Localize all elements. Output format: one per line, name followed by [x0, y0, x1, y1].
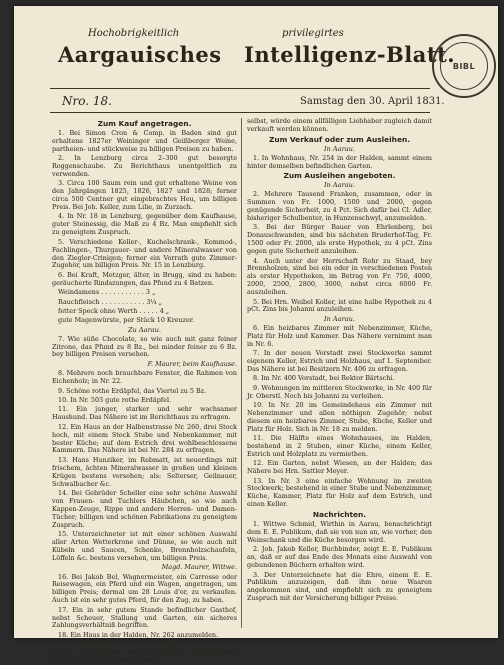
notice-paragraph: 7. Wie süße Chocolate, so wie auch mit ganz feiner Zitrone, das Pfund zu 8 Bz., bei minder feiner zu 6 Bz. bey billigen Preisen versehen.	[52, 334, 237, 359]
notice-paragraph: 6. Bei Kraft, Metzger, älter, in Brugg, sind zu haben: geräucherte Rindszungen, das Pfund zu 4 Batzen.	[52, 270, 237, 287]
right-column	[247, 118, 432, 634]
notice-paragraph: 9. Schöne rothe Erdäpfel, das Viertel zu 5 Bz.	[58, 386, 207, 395]
library-stamp-text: BIBL	[440, 42, 488, 90]
notice-paragraph: 1. In Wohnhaus, Nr. 254 in der Halden, sammt einem hinter demselben befindlichen Garten.	[247, 153, 432, 170]
section-heading: Zum Ausleihen angeboten.	[283, 171, 396, 181]
section-heading: Zum Verkauf oder zum Ausleihen.	[268, 134, 411, 144]
issue-date: Samstag den 30. April 1831.	[300, 96, 445, 107]
notice-paragraph: 11. Ein junger, starker und sehr wachsamer Haushund. Das Nähere ist im Berichthaus zu erfragen.	[52, 405, 237, 422]
masthead-title-left: Aargauisches	[58, 42, 222, 67]
column-divider	[241, 118, 242, 628]
notice-paragraph: 7. In der neuen Vorstadt zwei Stockwerke sammt eigenem Keller, Estrich und Holzhaus, auf 1. September. Das Nähere ist bei Besitzern Nr. 406 zu erfragen.	[247, 348, 432, 373]
notice-paragraph: 13. In Nr. 3 eine einfache Wohnung im zweiten Stockwerk; bestehend in einer Stube und Nebenzimmer, Küche, Kammer, Platz für Holz auf dem Estrich, und einen Keller.	[247, 476, 432, 509]
library-stamp-icon	[432, 34, 496, 98]
notice-paragraph: fetter Speck ohne Werth . . . . . 4 „	[58, 306, 170, 315]
notice-paragraph: 2. In Lenzburg circa 2–300 gut besorgte Roggenschaube. Zu Berichthaus unentgeltlich zu verwenden.	[52, 154, 237, 178]
masthead-rule-top	[50, 88, 430, 89]
place-subheading: In Aarau.	[323, 314, 356, 323]
notice-paragraph: 10. In Nr. 503 gute rothe Erdäpfel.	[58, 396, 172, 404]
masthead	[14, 6, 498, 124]
notice-paragraph: 12. Ein Garten, nebst Wiesen, an der Halden; das Nähere bei Hrn. Sattler Meyer.	[247, 459, 432, 476]
notice-paragraph: 19. Bey Rohner Fischer, in Brugg, sind zu haben: einige Getreidsäcke, eine Ausstellung von Speisen, Milch u. dgl. zu billigen Preisen.	[52, 640, 237, 665]
notice-paragraph: 1. Wittwe Schmid, Wirthin in Aarau, benachrichtigt dem E. E. Publikum, daß sie von nun an, wie vorher, den Weinschank und die Küche besorgen wird.	[247, 520, 432, 544]
notice-paragraph: selbst, würde einem allfälligen Liebhaber zugleich damit verkauft werden können.	[247, 117, 432, 133]
notice-paragraph: Rauchfleisch . . . . . . . . . . . 3¼ „	[58, 297, 162, 306]
notice-paragraph: Weindamens . . . . . . . . . . . 3 „	[58, 288, 156, 297]
notice-paragraph: 3. Circa 100 Saum rein und gut erhaltene Weine von den Jahrgängen 1825, 1826, 1827 und 1828; ferner circa 500 Centner gut eingebrachtes Heu, um billigen Preis. Bei Joh. Keller, zum Lilie, in Zurzach.	[52, 179, 237, 212]
notice-paragraph: 3. Der Unterzeichnete hat die Ehre, einem E. E. Publikum anzuzeigen, daß ihm neue Waaren angekommen sind, und empfiehlt sich zu geneigtem Zuspruch mit der Versicherung billiger Preise.	[247, 570, 432, 603]
section-heading: Nachrichten.	[312, 510, 367, 520]
notice-paragraph: 15. Unterzeichneter ist mit einer schönen Auswahl aller Arten Wetterkrone und Dünne, so wie auch mit Kübeln und Saucen, Schenke, Brennholzschaufeln, Löffeln &c. bestens versehen, um billigen Preis.	[52, 530, 237, 562]
notice-paragraph: gute Magenwürste, per Stück 10 Kreuzer.	[58, 316, 195, 325]
notice-paragraph: 2. Mehrere Tausend Franken, zusammen, oder in Summen von Fr. 1000, 1500 und 2000, gegen genügende Sicherheit, zu 4 Pct. Sich dafür bei Cl. Adler, bisheriger Schulbenter, in Hunzenschwyl, anzumelden.	[247, 190, 432, 222]
notice-paragraph: 14. Bei Gebrüder Scheller eine sehr schöne Auswahl von Frauen- und Tuchlers Häubchen, so wie auch Kappen-Zeuge, Rippe und andere Herren- und Damen-Tücher; billigen und schönen Fabrikations zu geneigtem Zuspruch.	[52, 488, 237, 529]
notice-paragraph: 3. Bei der Bürger Bauer von Ehrlenberg, bei Donauschwanden, sind bis nächsten Bruderhof-Tag, Fr. 1500 oder Fr. 2000, als erste Hypothek, zu 4 pCt. Zins gegen gute Sicherheit anzuleihen.	[247, 223, 432, 256]
notice-paragraph: 18. Ein Haus in der Halden, Nr. 262 anzumelden.	[58, 630, 219, 639]
notice-paragraph: 4. Auch unter der Herrschaft Rohr zu Staad, bey Brennholzen, sind bei ein oder in verschiedenen Posten als erster Hypotheken, im Betrag von Fr. 750, 4000, 2000, 2500, 2800, 3000, nebst circa 6000 Fr. auszuleihen.	[247, 256, 432, 297]
notice-paragraph: 13. Hans Hunziker, im Rebmatt, ist neuerdings mit frischem, ächten Mineralwasser in großen und kleinen Krügen bestens versehen; als: Selterser, Geilnauer, Schwalbacher &c.	[52, 455, 237, 488]
masthead-rule-bottom	[50, 112, 430, 113]
issue-number: Nro. 18.	[62, 94, 112, 108]
notice-paragraph: 5. Bei Hrn. Weibel Koller, ist eine halbe Hypothek zu 4 pCt. Zins bis Johanni anzuleihen.	[247, 297, 432, 314]
notice-paragraph: 4. In Nr. 18 in Lenzburg, gegenüber dem Kaufhause, guter Steinessig, die Maß zu 4 Bz. Man empfiehlt sich zu geneigtem Zuspruch.	[52, 212, 237, 237]
notice-paragraph: 9. Wohnungen im mittleren Stockwerke, in Nr. 400 für Jr. Oberstl. Noch bis Johanni zu verleihen.	[247, 383, 432, 400]
notice-paragraph: 2. Joh. Jakob Keller, Buchbinder, zeigt E. E. Publikum an, daß er auf das Ende des Monats eine Auswahl von gebundenen Büchern erhalten wird.	[247, 545, 432, 570]
notice-paragraph: 8. Mehrere noch brauchbare Fenster, die Rahmen von Eichenholz; in Nr. 22.	[52, 369, 237, 386]
notice-paragraph: 8. Im Nr. 400 Vorstadt, bei Rektor Bärtschi.	[253, 374, 395, 383]
notice-paragraph: 5. Verschiedene Keller-, Kuchelschrank-, Kommod-, Fachlingen-, Thurgauer- und andere Mineralwasser von den Ziegler-Crinigen; ferner ein Vorrath gute Zimmer-Zugehör, um billigen Preis. Nr. 15 in Lenzburg.	[52, 237, 237, 270]
signature: Magd. Maurer, Wittwe.	[161, 563, 237, 572]
notice-paragraph: 1. Bei Simon Cron & Comp. in Baden sind gut erhaltene 1827er Weininger und Geißberger Weine, partheien- und stückweise zu billigen Preisen zu haben.	[52, 128, 237, 153]
notice-paragraph: 11. Die Hälfte eines Wohnhauses, im Halden, bestehend in 2 Stuben, einer Küche, einem Keller, Estrich und Holzplatz zu vermiethen.	[247, 434, 432, 458]
masthead-title-right: Intelligenz-Blatt.	[244, 42, 456, 67]
notice-paragraph: 10. In Nr. 20 im Gemeindehaus ein Zimmer mit Nebenzimmer und allen nöthigen Zugehör; nebst diesem ein heizbares Zimmer, Stube, Küche, Keller und Platz für Holz. Sich in Nr. 18 zu melden.	[247, 400, 432, 433]
section-heading: Zum Kauf angetragen.	[97, 119, 192, 128]
newspaper-page	[14, 6, 498, 665]
left-column	[52, 118, 237, 665]
article-columns	[52, 117, 432, 665]
notice-paragraph: 12. Ein Haus an der Halbenstrasse Nr. 260, drei Stock hoch, mit einem Stock Stube und Nebenkammer, mit bester Küche; auf dem Estrich drei wohlbeschlossene Kammern. Das Nähere ist bei Nr. 284 zu erfragen.	[52, 422, 237, 455]
masthead-subtitle-left: Hochobrigkeitlich	[88, 28, 180, 39]
place-subheading: In Aarau.	[323, 181, 356, 190]
place-subheading: Zu Aarau.	[127, 325, 162, 334]
signature: F. Maurer, beim Kaufhause.	[147, 359, 237, 368]
notice-paragraph: 6. Ein heizbares Zimmer mit Nebenzimmer, Küche, Platz für Holz und Kammer. Das Nähere vernimmt man in Nr. 6.	[247, 323, 432, 348]
place-subheading: In Aarau.	[323, 144, 356, 153]
notice-paragraph: 17. Ein in sehr gutem Stande befindlicher Gasthof, nebst Scheuer, Stallung und Garten, ein sicheres Zahlungsverhältniß begriffen.	[52, 605, 237, 630]
notice-paragraph: 16. Bei Jakob Bel, Wagnermeister, ein Carrosse oder Reisewagen, ein Pferd und ein Wagen, angetragen, um billigen Preis; dermal um 28 Louis d'or, zu verkaufen. Auch ist ein sehr gutes Pferd, für den Zug, zu haben.	[52, 572, 237, 605]
masthead-subtitle-right: privilegirtes	[282, 28, 344, 39]
